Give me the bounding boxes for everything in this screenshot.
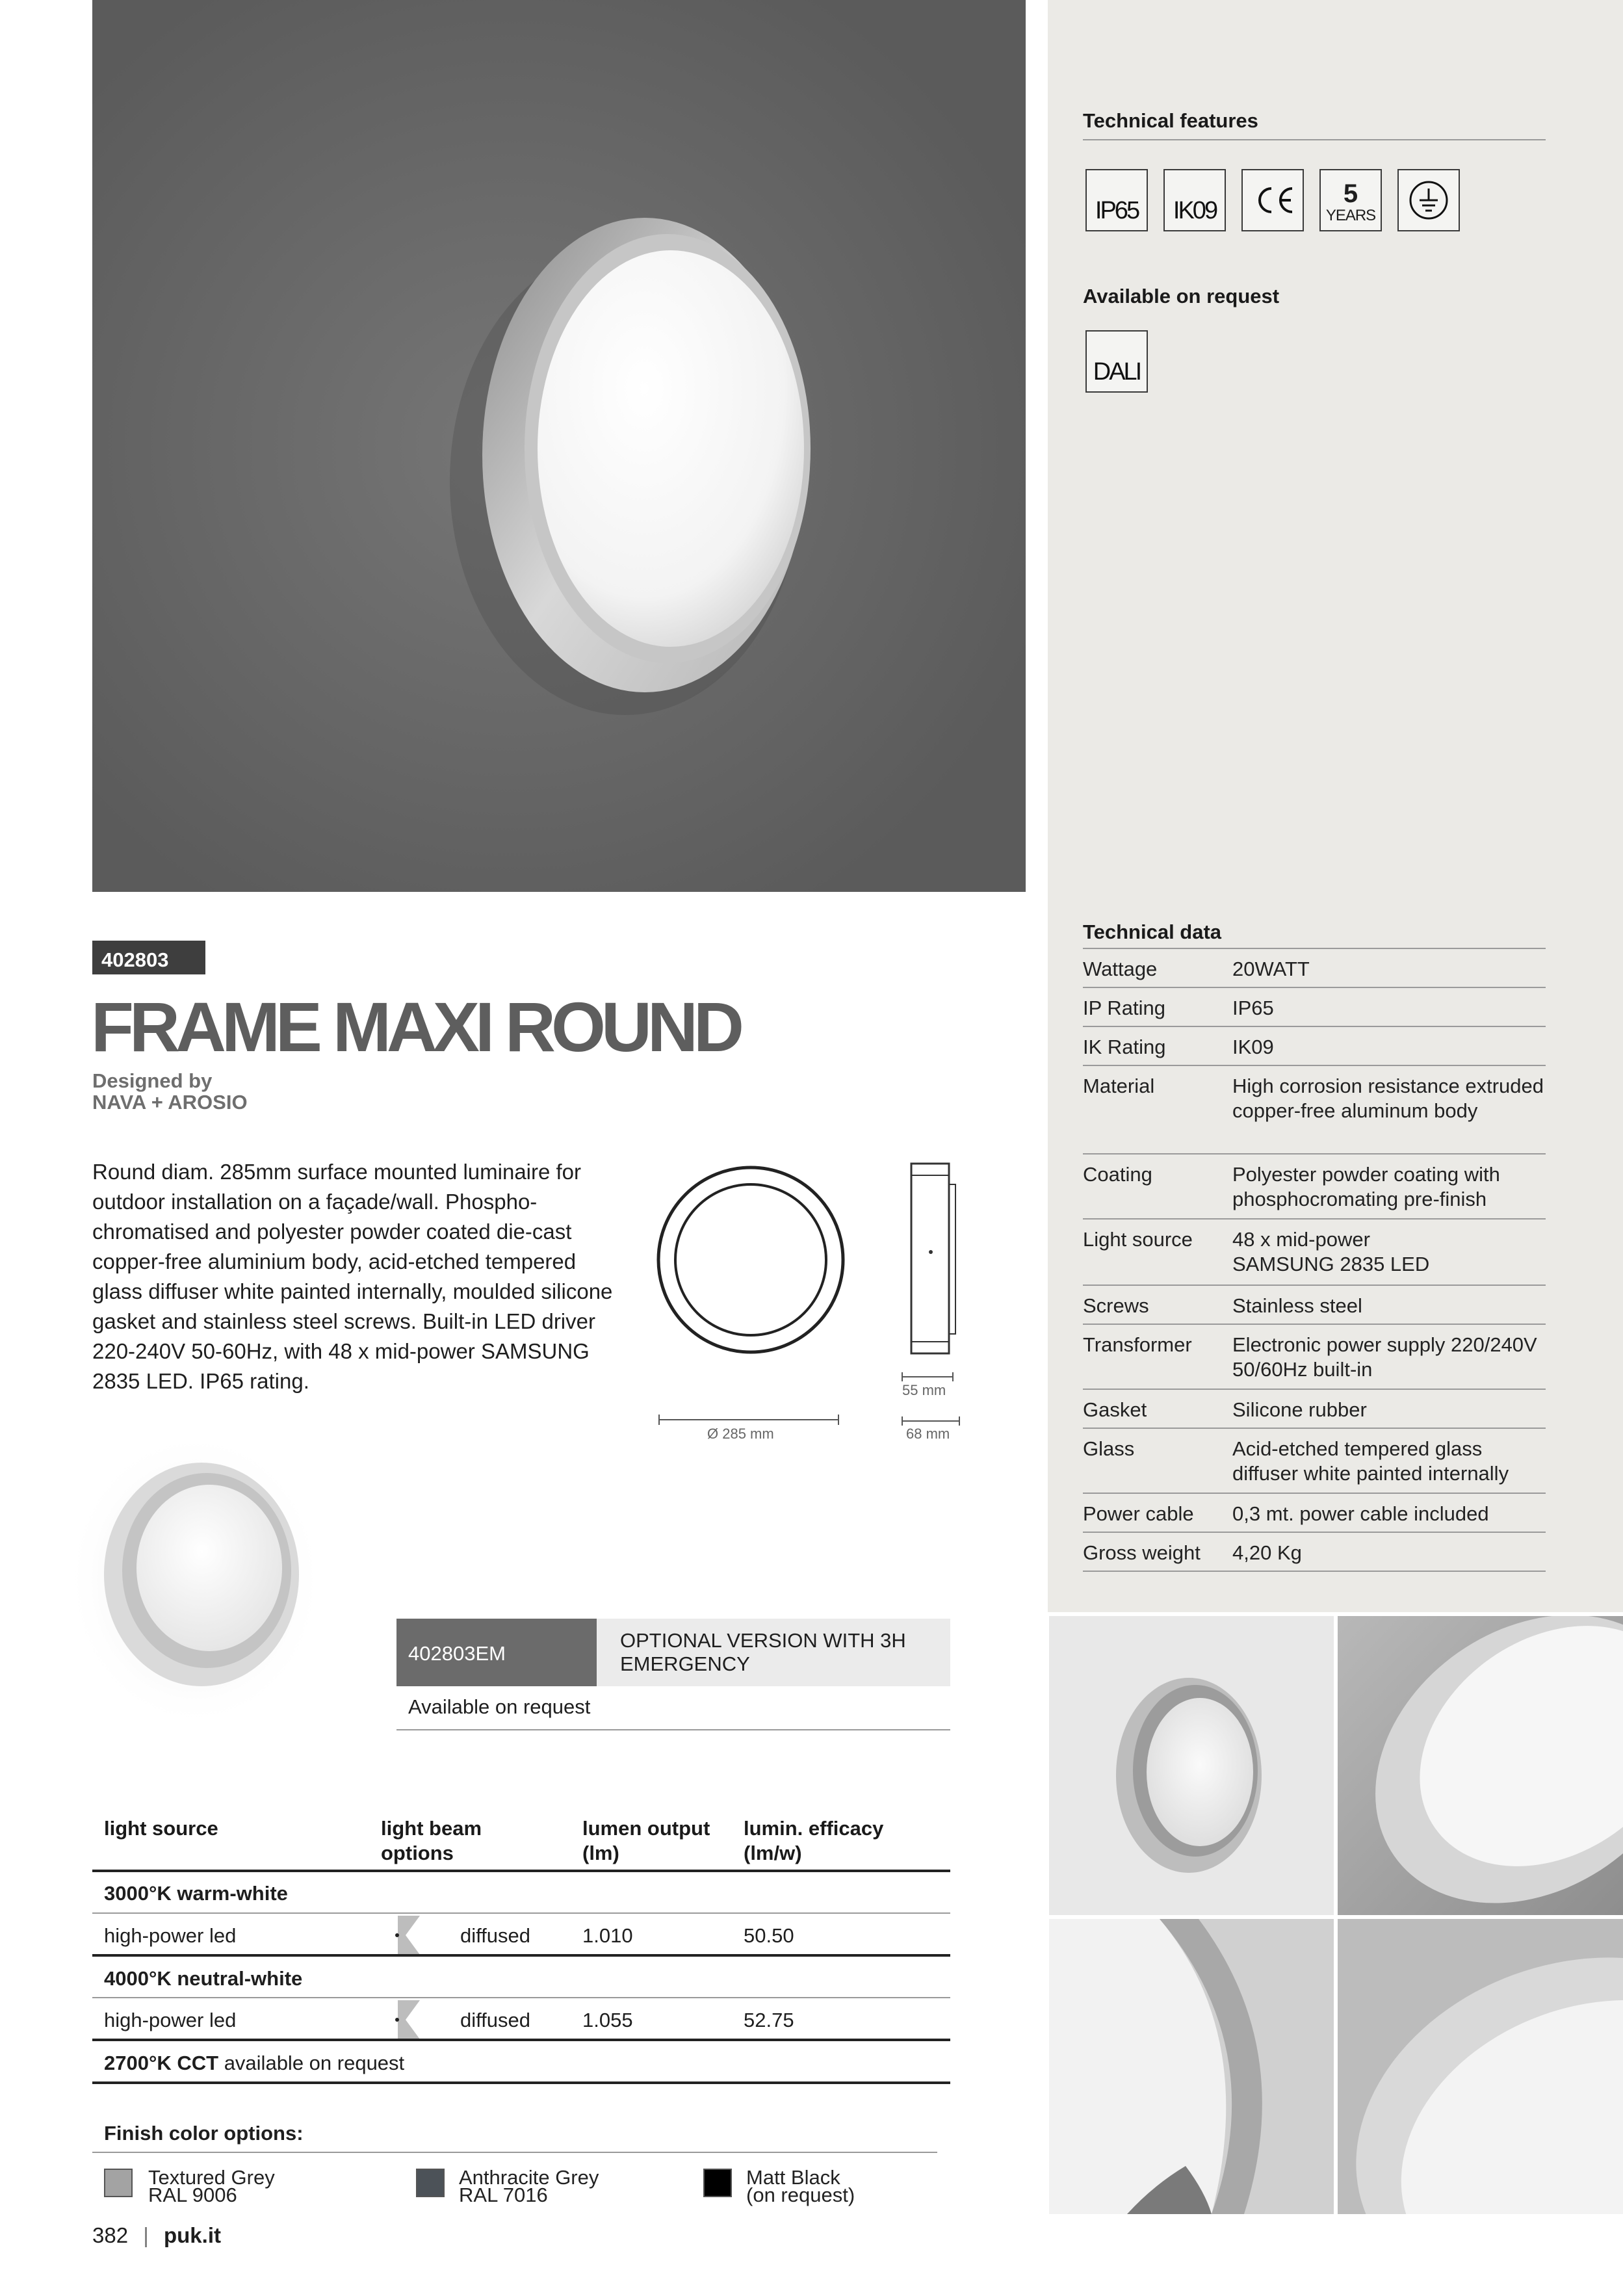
divider: [1083, 139, 1546, 140]
row-beam: diffused: [460, 1924, 531, 1947]
dimension-diameter: Ø 285 mm: [707, 1426, 774, 1442]
ik09-badge-icon: IK09: [1163, 169, 1226, 231]
technical-drawing: [643, 1144, 981, 1456]
dimension-depth-back: 68 mm: [906, 1426, 950, 1442]
divider: [92, 2152, 937, 2153]
available-on-request-title: Available on request: [1083, 285, 1280, 307]
five-year-warranty-icon: 5 YEARS: [1319, 169, 1382, 231]
swatch-anthracite-grey: [416, 2169, 445, 2197]
diffused-beam-icon: [394, 1916, 420, 1955]
row-lumen: 1.010: [582, 1924, 633, 1947]
tech-row-wattage: Wattage 20WATT: [1083, 949, 1546, 988]
group-name: 4000°K neutral-white: [104, 1967, 303, 1990]
divider: [92, 1912, 950, 1914]
technical-data-title: Technical data: [1083, 920, 1222, 943]
tech-row-transformer: Transformer Electronic power supply 220/240V 50/60Hz built-in: [1083, 1325, 1546, 1390]
footer: [92, 2223, 221, 2248]
finish-option-label: Textured Grey RAL 9006: [148, 2166, 275, 2206]
row-light-source: high-power led: [104, 1924, 237, 1947]
finish-title: Finish color options:: [104, 2122, 304, 2145]
row-beam: diffused: [460, 2009, 531, 2031]
divider: [92, 1870, 950, 1872]
product-thumbnail: [71, 1443, 344, 1749]
product-description: Round diam. 285mm surface mounted luminaire for outdoor installation on a façade/wall. Phospho-chromatised and polyester powder coated die-cast copper-free aluminium body, acid-etched tempered glass diffuser white painted internally, moulded silicone gasket and stainless steel screws. Built-in LED driver 220-240V 50-60Hz, with 48 x mid-power SAMSUNG 2835 LED. IP65 rating.: [92, 1160, 613, 1393]
tech-row-gross-weight: Gross weight 4,20 Kg: [1083, 1533, 1546, 1572]
tech-row-gasket: Gasket Silicone rubber: [1083, 1390, 1546, 1429]
cct-note: 2700°K CCT available on request: [104, 2052, 405, 2074]
detail-photo-edge: [1338, 1616, 1623, 1915]
finish-option-label: Anthracite Grey RAL 7016: [459, 2166, 599, 2206]
detail-photo-side: [1049, 1919, 1334, 2214]
tech-row-power-cable: Power cable 0,3 mt. power cable included: [1083, 1494, 1546, 1533]
page-number: 382: [92, 2223, 129, 2247]
designed-by: Designed by NAVA + AROSIO: [92, 1069, 248, 1114]
tech-row-ip-rating: IP Rating IP65: [1083, 988, 1546, 1027]
col-header-lumen-output: lumen output (lm): [582, 1817, 710, 1864]
tech-row-light-source: Light source 48 x mid-power SAMSUNG 2835 LED: [1083, 1220, 1546, 1286]
row-light-source: high-power led: [104, 2009, 237, 2031]
finish-option-label: Matt Black (on request): [746, 2166, 855, 2206]
product-code: 402803: [92, 941, 205, 974]
diffused-beam-icon: [394, 2000, 420, 2039]
row-lumen: 1.055: [582, 2009, 633, 2031]
detail-photo-front: [1049, 1616, 1334, 1915]
emergency-title: OPTIONAL VERSION WITH 3H EMERGENCY: [597, 1619, 950, 1686]
row-efficacy: 52.75: [744, 2009, 794, 2031]
emergency-availability: Available on request: [396, 1686, 950, 1730]
swatch-matt-black: [703, 2169, 732, 2197]
group-name: 3000°K warm-white: [104, 1882, 288, 1905]
tech-row-glass: Glass Acid-etched tempered glass diffuser white painted internally: [1083, 1429, 1546, 1494]
hero-photo: [92, 0, 1026, 892]
dimension-depth-front: 55 mm: [902, 1382, 946, 1398]
col-header-light-beam: light beam options: [381, 1817, 482, 1864]
hero-luminaire: [92, 0, 1026, 892]
product-title: FRAME MAXI ROUND: [91, 987, 740, 1066]
divider: [92, 1954, 950, 1957]
site-link[interactable]: puk.it: [163, 2223, 221, 2247]
divider: [92, 2081, 950, 2084]
technical-features-title: Technical features: [1083, 109, 1258, 132]
detail-photo-corner: [1338, 1919, 1623, 2214]
row-efficacy: 50.50: [744, 1924, 794, 1947]
divider: [92, 1997, 950, 1998]
divider: [92, 2039, 950, 2041]
col-header-efficacy: lumin. efficacy (lm/w): [744, 1817, 884, 1864]
earth-ground-icon: [1397, 169, 1460, 231]
ip65-badge-icon: IP65: [1085, 169, 1148, 231]
tech-row-ik-rating: IK Rating IK09: [1083, 1027, 1546, 1066]
footer-separator: |: [143, 2223, 149, 2247]
ce-mark-icon: [1241, 169, 1304, 231]
tech-row-screws: Screws Stainless steel: [1083, 1286, 1546, 1325]
tech-row-material: Material High corrosion resistance extruded copper-free aluminum body: [1083, 1066, 1546, 1155]
col-header-light-source: light source: [104, 1817, 218, 1840]
emergency-code: 402803EM: [396, 1619, 597, 1686]
tech-row-coating: Coating Polyester powder coating with phosphocromating pre-finish: [1083, 1155, 1546, 1220]
swatch-textured-grey: [104, 2169, 133, 2197]
dali-badge-icon: DALI: [1085, 330, 1148, 393]
